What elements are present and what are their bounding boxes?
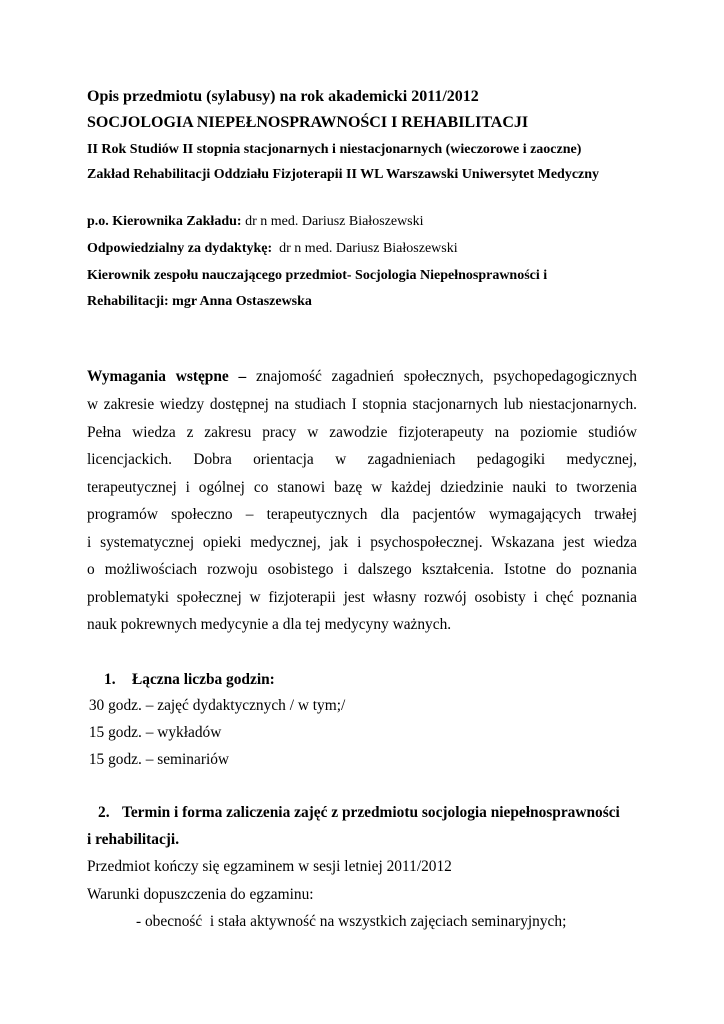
didactics-value: dr n med. Dariusz Białoszewski bbox=[272, 241, 458, 256]
head-of-department bbox=[87, 214, 424, 230]
team-leader-line-2: Rehabilitacji: mgr Anna Ostaszewska bbox=[87, 294, 312, 309]
section-1-item: 15 godz. – wykładów bbox=[85, 724, 222, 741]
requirements-line-10: nauk pokrewnych medycynie a dla tej medycyny ważnych. bbox=[87, 616, 452, 633]
head-value: dr n med. Dariusz Białoszewski bbox=[241, 214, 424, 229]
header-line-4: Zakład Rehabilitacji Oddziału Fizjoterapii II WL Warszawski Uniwersytet Medyczny bbox=[87, 167, 600, 182]
exam-conditions-label: Warunki dopuszczenia do egzaminu: bbox=[87, 886, 314, 903]
requirements-line-2: w zakresie wiedzy dostępnej na studiach I stopnia stacjonarnych lub niestacjonarnych. bbox=[87, 396, 637, 413]
requirements-line-9: problematyki społecznej w fizjoterapii jest własny rozwój osobisty i chęć poznania bbox=[87, 589, 637, 606]
section-2-title-line-2: i rehabilitacji. bbox=[87, 831, 180, 848]
section-2-number: 2. bbox=[98, 804, 110, 821]
head-label: p.o. Kierownika Zakładu: bbox=[87, 214, 242, 229]
didactics-label: Odpowiedzialny za dydaktykę: bbox=[87, 241, 273, 256]
requirements-line-1 bbox=[87, 368, 637, 386]
didactics-responsible bbox=[87, 241, 458, 257]
section-2-title-line-1: Termin i forma zaliczenia zajęć z przedmiotu socjologia niepełnosprawności bbox=[122, 804, 620, 821]
section-1-number: 1. bbox=[104, 671, 116, 688]
section-1-item: 15 godz. – seminariów bbox=[85, 751, 230, 768]
requirements-text-1: znajomość zagadnień społecznych, psychopedagogicznych bbox=[246, 368, 637, 385]
requirements-line-8: o możliwościach rozwoju osobistego i dalszego kształcenia. Istotne do poznania bbox=[87, 561, 637, 578]
header-line-1: Opis przedmiotu (sylabusy) na rok akademicki 2011/2012 bbox=[87, 88, 479, 105]
team-leader-line-1: Kierownik zespołu nauczającego przedmiot- Socjologia Niepełnosprawności i bbox=[87, 268, 548, 283]
requirements-line-5: terapeutycznej i ogólnej co stanowi bazę w każdej dziedzinie nauki to tworzenia bbox=[87, 479, 637, 496]
requirements-label: Wymagania wstępne – bbox=[87, 368, 247, 385]
section-1-title: Łączna liczba godzin: bbox=[132, 671, 275, 688]
exam-condition-item: - obecność i stała aktywność na wszystkich zajęciach seminaryjnych; bbox=[136, 913, 567, 930]
requirements-line-7: i systematycznej opieki medycznej, jak i psychospołecznej. Wskazana jest wiedza bbox=[87, 534, 637, 551]
requirements-line-3: Pełna wiedza z zakresu pracy w zawodzie fizjoterapeuty na poziomie studiów bbox=[87, 424, 637, 441]
section-1-item: 30 godz. – zajęć dydaktycznych / w tym;/ bbox=[85, 697, 346, 714]
header-line-3: II Rok Studiów II stopnia stacjonarnych i niestacjonarnych (wieczorowe i zaoczne) bbox=[87, 142, 582, 157]
requirements-line-4: licencjackich. Dobra orientacja w zagadnieniach pedagogiki medycznej, bbox=[87, 451, 637, 468]
course-title: SOCJOLOGIA NIEPEŁNOSPRAWNOŚCI I REHABILITACJI bbox=[87, 114, 529, 131]
requirements-line-6: programów społeczno – terapeutycznych dla pacjentów wymagających trwałej bbox=[87, 506, 637, 523]
exam-info: Przedmiot kończy się egzaminem w sesji letniej 2011/2012 bbox=[87, 858, 452, 875]
